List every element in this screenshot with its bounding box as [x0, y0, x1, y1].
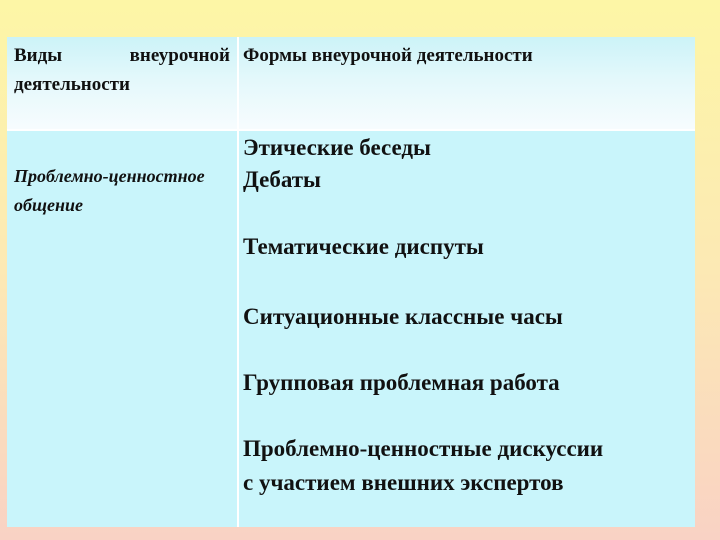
form-item: Ситуационные классные часы	[243, 304, 563, 329]
header-activity-types: Виды внеурочной деятельности	[14, 45, 230, 95]
form-item: с участием внешних экспертов	[243, 470, 564, 495]
activity-category: Проблемно-ценностное общение	[14, 166, 205, 215]
column-divider	[237, 37, 239, 527]
form-item: Тематические диспуты	[243, 234, 484, 259]
form-item: Дебаты	[243, 167, 321, 192]
header-activity-forms: Формы внеурочной деятельности	[243, 45, 533, 66]
activities-table	[7, 37, 695, 527]
form-item: Проблемно-ценностные дискуссии	[243, 436, 604, 461]
form-item: Групповая проблемная работа	[243, 370, 560, 395]
form-item: Этические беседы	[243, 135, 431, 160]
